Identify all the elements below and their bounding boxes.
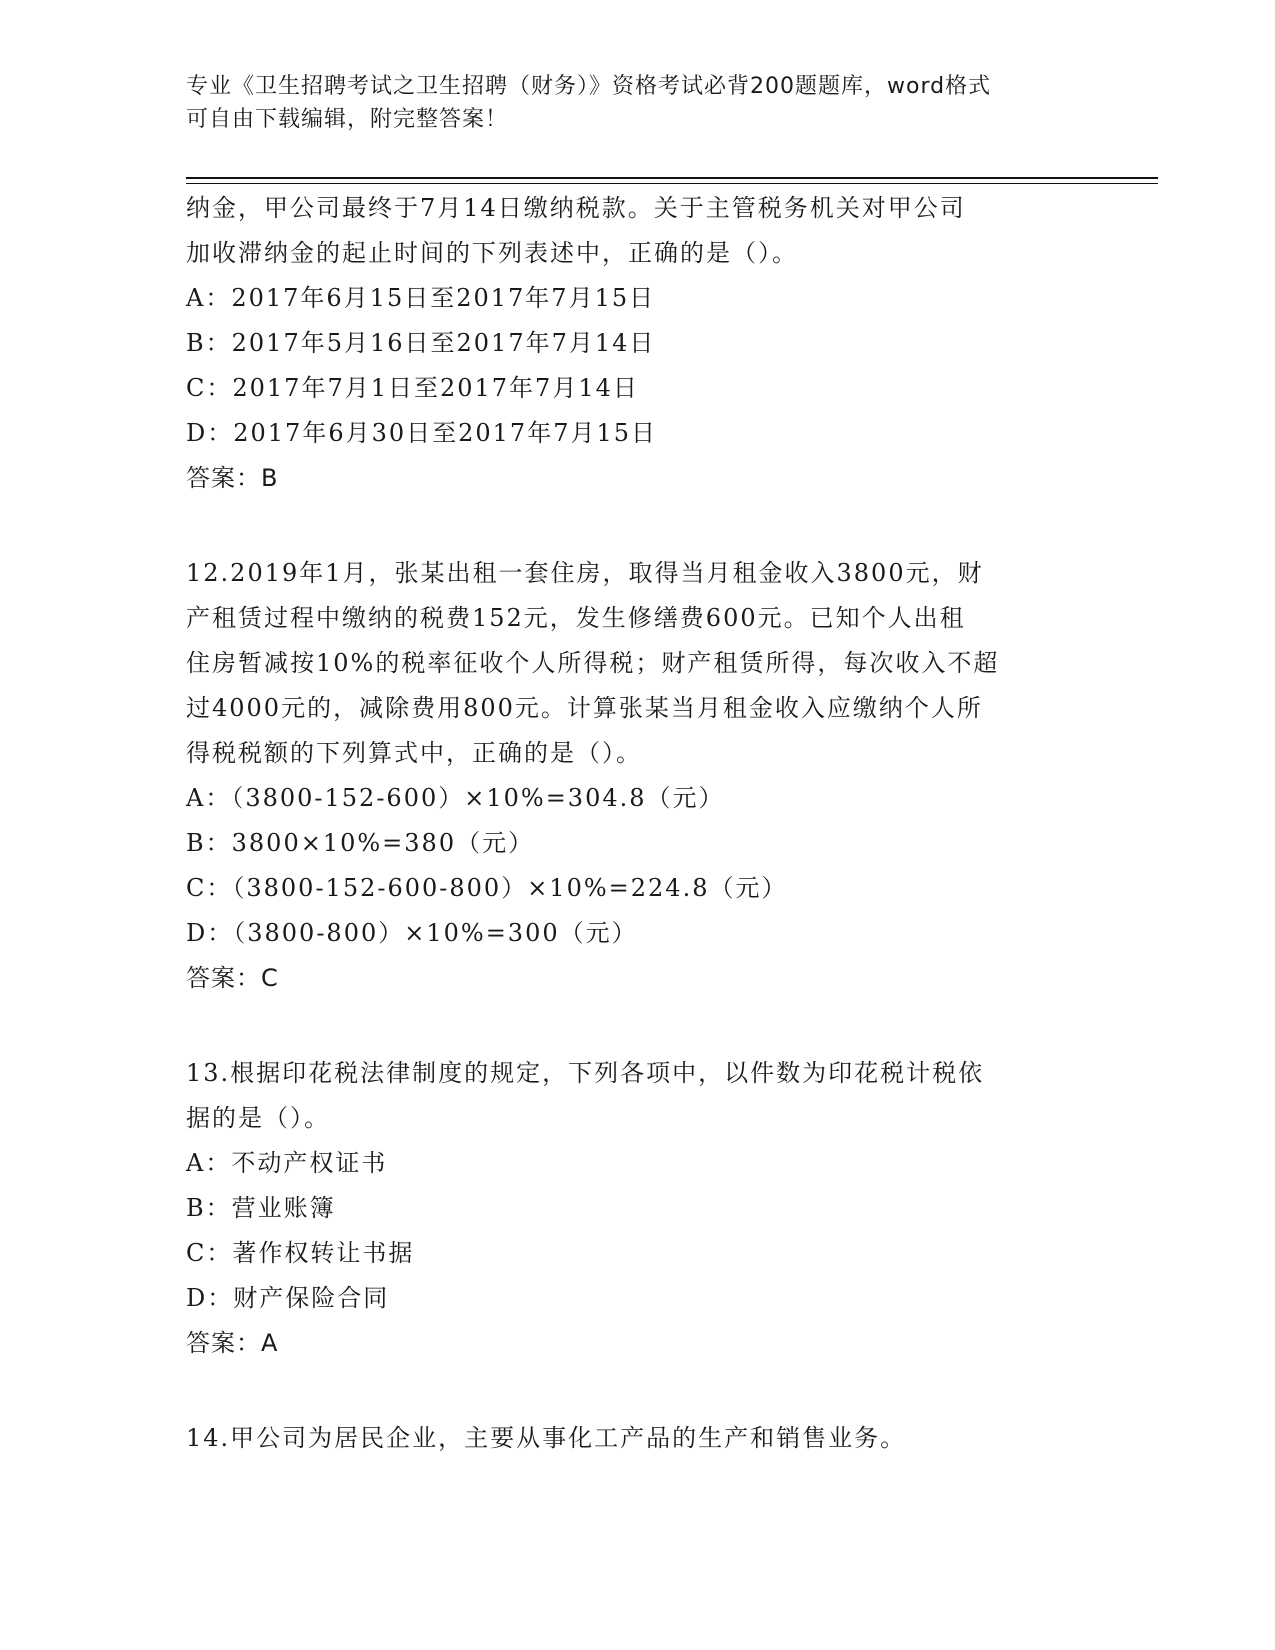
document-header [186,70,1086,136]
question-stem-line: 产租赁过程中缴纳的税费152元，发生修缮费600元。已知个人出租 [186,604,966,632]
spacer [186,1366,1086,1416]
question-13 [186,1051,1086,1366]
question-11 [186,186,1086,501]
question-12 [186,551,1086,1001]
question-14 [186,1416,1086,1461]
spacer [186,1001,1086,1051]
option-b: B：3800×10%=380（元） [186,829,535,857]
question-stem-line: 14.甲公司为居民企业，主要从事化工产品的生产和销售业务。 [186,1424,907,1452]
question-stem-line: 住房暂减按10%的税率征收个人所得税；财产租赁所得，每次收入不超 [186,649,1000,677]
option-b: B：营业账簿 [186,1194,336,1222]
answer-line: 答案：C [186,964,279,992]
question-stem-line: 得税税额的下列算式中，正确的是（）。 [186,739,642,767]
header-title-line-1: 专业《卫生招聘考试之卫生招聘（财务）》资格考试必背200题题库，word格式 [186,74,992,99]
option-a: A：不动产权证书 [186,1149,388,1177]
question-stem-line: 13.根据印花税法律制度的规定，下列各项中，以件数为印花税计税依 [186,1059,985,1087]
question-stem-line: 12.2019年1月，张某出租一套住房，取得当月租金收入3800元，财 [186,559,984,587]
option-a: A：2017年6月15日至2017年7月15日 [186,284,656,312]
option-b: B：2017年5月16日至2017年7月14日 [186,329,656,357]
answer-line: 答案：B [186,464,279,492]
option-a: A：（3800-152-600）×10%=304.8（元） [186,784,725,812]
header-divider-thick [186,177,1158,179]
spacer [186,501,1086,551]
header-divider-thin [186,183,1158,184]
question-stem-line: 纳金，甲公司最终于7月14日缴纳税款。关于主管税务机关对甲公司 [186,194,966,222]
option-d: D：财产保险合同 [186,1284,390,1312]
option-c: C：2017年7月1日至2017年7月14日 [186,374,639,402]
option-d: D：2017年6月30日至2017年7月15日 [186,419,658,447]
question-stem-line: 过4000元的，减除费用800元。计算张某当月租金收入应缴纳个人所 [186,694,983,722]
option-c: C：著作权转让书据 [186,1239,415,1267]
answer-line: 答案：A [186,1329,279,1357]
option-c: C：（3800-152-600-800）×10%=224.8（元） [186,874,788,902]
option-d: D：（3800-800）×10%=300（元） [186,919,638,947]
question-list [186,186,1086,1461]
question-stem-line: 据的是（）。 [186,1104,330,1132]
header-title-line-2: 可自由下载编辑，附完整答案！ [186,107,509,132]
question-stem-line: 加收滞纳金的起止时间的下列表述中，正确的是（）。 [186,239,798,267]
